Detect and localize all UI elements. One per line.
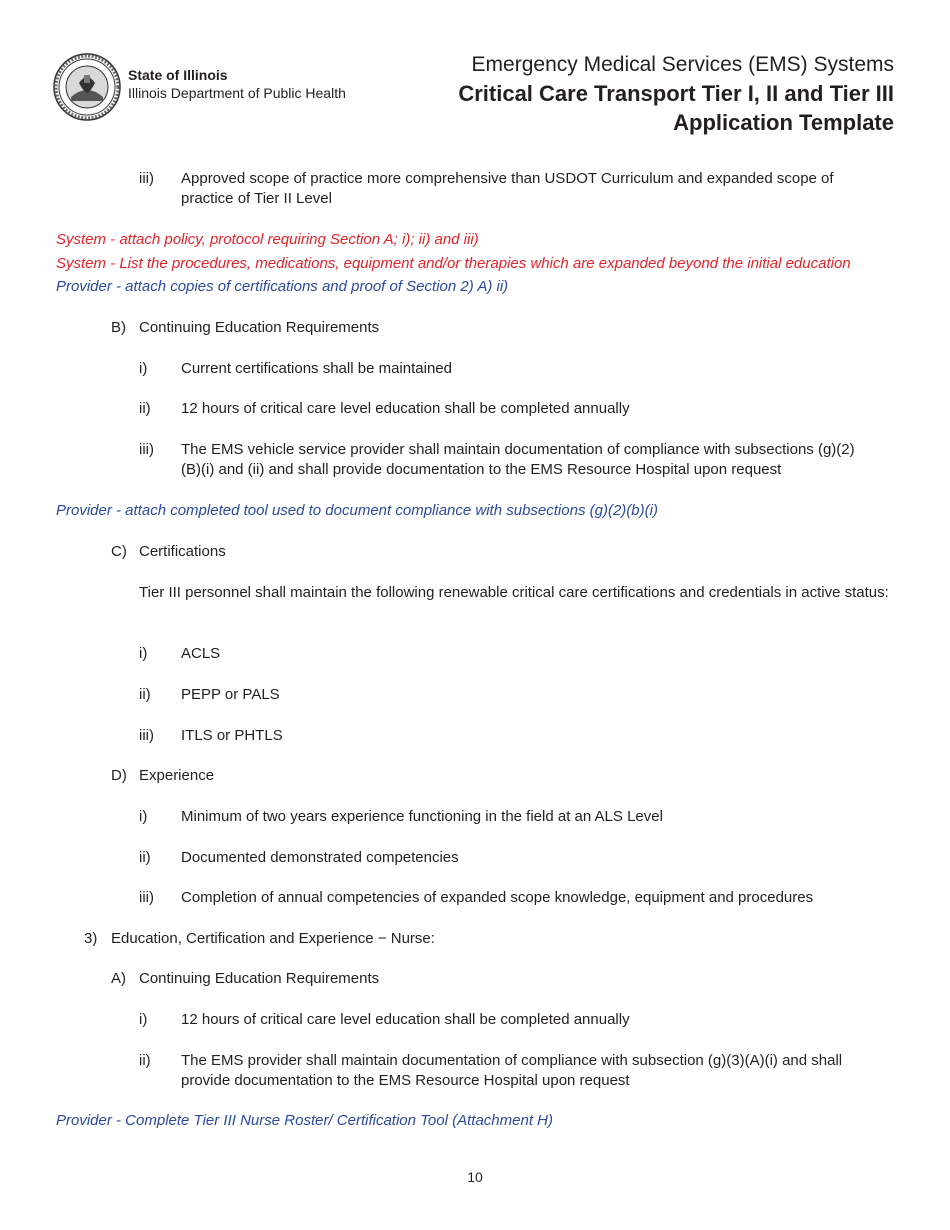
section-letter: A) <box>111 970 126 987</box>
page-number: 10 <box>467 1169 483 1185</box>
list-item-text: 12 hours of critical care level education shall be completed annually <box>181 400 630 417</box>
section-title: Continuing Education Requirements <box>139 970 380 987</box>
section-title: Certifications <box>139 543 226 560</box>
list-number: iii) <box>139 170 154 187</box>
title-line-2: Critical Care Transport Tier I, II and Tier III <box>458 81 894 106</box>
list-item-text: The EMS vehicle service provider shall maintain documentation of compliance with subsections (g)(2)(B)(i) and (ii) and shall provide documentation to the EMS Resource Hospital upon request <box>181 441 855 478</box>
list-item-text: Completion of annual competencies of expanded scope knowledge, equipment and procedures <box>181 889 814 906</box>
state-name: State of Illinois <box>128 67 228 83</box>
list-number: i) <box>139 360 148 377</box>
document-title <box>458 50 894 137</box>
provider-note-compliance-tool: Provider - attach completed tool used to document compliance with subsections (g)(2)(b)(i) <box>56 502 658 519</box>
list-number: i) <box>139 808 148 825</box>
section-title: Education, Certification and Experience − Nurse: <box>111 930 435 947</box>
list-number: ii) <box>139 686 151 703</box>
illinois-seal-icon <box>53 53 121 121</box>
title-line-1: Emergency Medical Services (EMS) Systems <box>471 53 894 76</box>
provider-note-nurse-roster: Provider - Complete Tier III Nurse Roster/ Certification Tool (Attachment H) <box>56 1112 553 1129</box>
department-name: Illinois Department of Public Health <box>128 85 346 101</box>
list-number: iii) <box>139 441 154 458</box>
list-item-text: Approved scope of practice more comprehensive than USDOT Curriculum and expanded scope of practice of Tier II Level <box>181 170 834 207</box>
page-header <box>0 0 950 150</box>
list-number: iii) <box>139 727 154 744</box>
list-item-text: Minimum of two years experience functioning in the field at an ALS Level <box>181 808 663 825</box>
system-note-policy: System - attach policy, protocol requiring Section A; i); ii) and iii) <box>56 231 479 248</box>
list-item-text: ITLS or PHTLS <box>181 727 283 744</box>
system-note-procedures: System - List the procedures, medications, equipment and/or therapies which are expanded beyond the initial education <box>56 255 851 272</box>
list-item-text: PEPP or PALS <box>181 686 280 703</box>
list-number: ii) <box>139 1052 151 1069</box>
list-item-text: Documented demonstrated competencies <box>181 849 459 866</box>
section-intro: Tier III personnel shall maintain the following renewable critical care certifications and credentials in active status: <box>139 584 889 601</box>
list-number: iii) <box>139 889 154 906</box>
list-number: i) <box>139 645 148 662</box>
list-item-text: Current certifications shall be maintained <box>181 360 452 377</box>
list-number: ii) <box>139 400 151 417</box>
list-number: ii) <box>139 849 151 866</box>
organization-block <box>128 66 346 102</box>
list-item-text: The EMS provider shall maintain documentation of compliance with subsection (g)(3)(A)(i) and shall provide documentation to the EMS Resource Hospital upon request <box>181 1052 843 1089</box>
list-number: i) <box>139 1011 148 1028</box>
title-line-3: Application Template <box>673 110 894 135</box>
section-title: Experience <box>139 767 215 784</box>
provider-note-certifications: Provider - attach copies of certifications and proof of Section 2) A) ii) <box>56 278 509 295</box>
list-item-text: 12 hours of critical care level education shall be completed annually <box>181 1011 630 1028</box>
section-letter: B) <box>111 319 126 336</box>
section-number: 3) <box>84 930 98 947</box>
section-letter: C) <box>111 543 127 560</box>
section-title: Continuing Education Requirements <box>139 319 380 336</box>
section-letter: D) <box>111 767 127 784</box>
list-item-text: ACLS <box>181 645 221 662</box>
